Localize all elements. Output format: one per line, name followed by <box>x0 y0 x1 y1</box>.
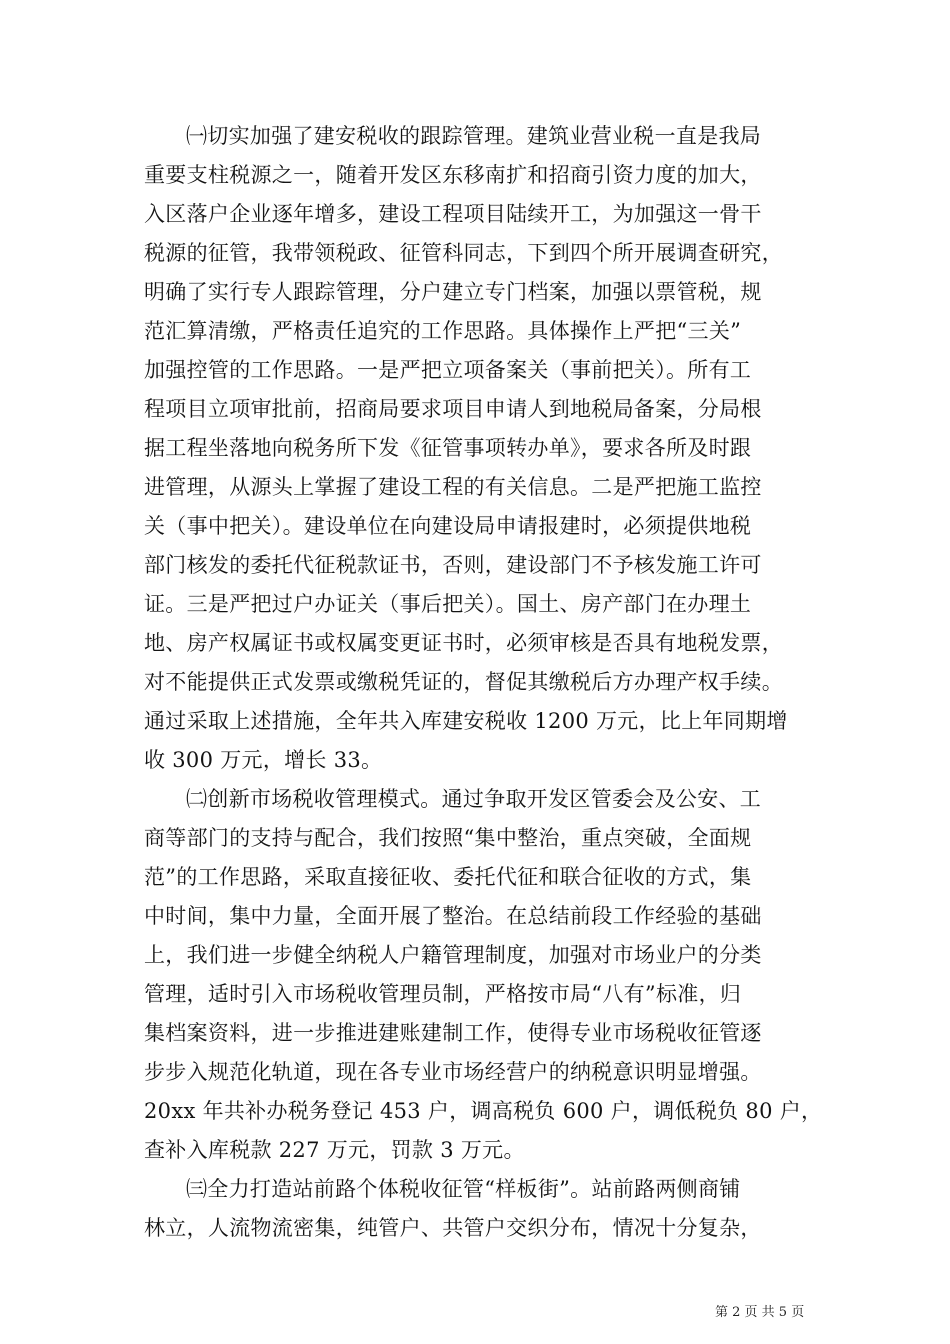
paragraph-1-line-15: 对不能提供正式发票或缴税凭证的，督促其缴税后方办理产权手续。 <box>144 670 783 694</box>
paragraph-1-line-3: 入区落户企业逐年增多，建设工程项目陆续开工，为加强这一骨干 <box>144 202 762 226</box>
paragraph-2-line-7: 集档案资料，进一步推进建账建制工作，使得专业市场税收征管逐 <box>144 1021 762 1045</box>
paragraph-2-line-8: 步步入规范化轨道，现在各专业市场经营户的纳税意识明显增强。 <box>144 1060 762 1084</box>
paragraph-1-line-13: 证。三是严把过户办证关（事后把关）。国土、房产部门在办理土 <box>144 592 752 616</box>
paragraph-1-line-9: 据工程坐落地向税务所下发《征管事项转办单》，要求各所及时跟 <box>144 436 752 460</box>
paragraph-3-line-1: ㈢全力打造站前路个体税收征管“样板街”。站前路两侧商铺 <box>186 1177 741 1201</box>
paragraph-2-line-9: 20xx 年共补办税务登记 453 户，调高税负 600 户，调低税负 80 户， <box>144 1099 823 1123</box>
paragraph-1-line-16: 通过采取上述措施，全年共入库建安税收 1200 万元，比上年同期增 <box>144 709 788 733</box>
paragraph-2-line-6: 管理，适时引入市场税收管理员制，严格按市局“八有”标准，归 <box>144 982 742 1006</box>
paragraph-2-line-4: 中时间，集中力量，全面开展了整治。在总结前段工作经验的基础 <box>144 904 762 928</box>
page-number-footer: 第 2 页 共 5 页 <box>715 1305 805 1320</box>
paragraph-1-line-8: 程项目立项审批前，招商局要求项目申请人到地税局备案，分局根 <box>144 397 762 421</box>
paragraph-2-line-2: 商等部门的支持与配合，我们按照“集中整治，重点突破，全面规 <box>144 826 752 850</box>
paragraph-1-line-10: 进管理，从源头上掌握了建设工程的有关信息。二是严把施工监控 <box>144 475 762 499</box>
paragraph-1-line-5: 明确了实行专人跟踪管理，分户建立专门档案，加强以票管税，规 <box>144 280 762 304</box>
paragraph-2-line-1: ㈡创新市场税收管理模式。通过争取开发区管委会及公安、工 <box>186 787 762 811</box>
paragraph-1-line-12: 部门核发的委托代征税款证书，否则，建设部门不予核发施工许可 <box>144 553 762 577</box>
paragraph-1-line-1: ㈠切实加强了建安税收的跟踪管理。建筑业营业税一直是我局 <box>186 124 762 148</box>
paragraph-1-line-4: 税源的征管，我带领税政、征管科同志，下到四个所开展调查研究， <box>144 241 783 265</box>
paragraph-1-line-2: 重要支柱税源之一，随着开发区东移南扩和招商引资力度的加大， <box>144 163 762 187</box>
paragraph-1-line-7: 加强控管的工作思路。一是严把立项备案关（事前把关）。所有工 <box>144 358 752 382</box>
paragraph-2-line-10: 查补入库税款 227 万元，罚款 3 万元。 <box>144 1138 525 1162</box>
paragraph-3-line-2: 林立，人流物流密集，纯管户、共管户交织分布，情况十分复杂， <box>144 1216 762 1240</box>
paragraph-1-line-6: 范汇算清缴，严格责任追究的工作思路。具体操作上严把“三关” <box>144 319 742 343</box>
paragraph-1-line-17: 收 300 万元，增长 33。 <box>144 748 383 772</box>
paragraph-2-line-3: 范”的工作思路，采取直接征收、委托代征和联合征收的方式，集 <box>144 865 752 889</box>
paragraph-1-line-11: 关（事中把关）。建设单位在向建设局申请报建时，必须提供地税 <box>144 514 752 538</box>
paragraph-1-line-14: 地、房产权属证书或权属变更证书时，必须审核是否具有地税发票， <box>144 631 783 655</box>
paragraph-2-line-5: 上，我们进一步健全纳税人户籍管理制度，加强对市场业户的分类 <box>144 943 762 967</box>
